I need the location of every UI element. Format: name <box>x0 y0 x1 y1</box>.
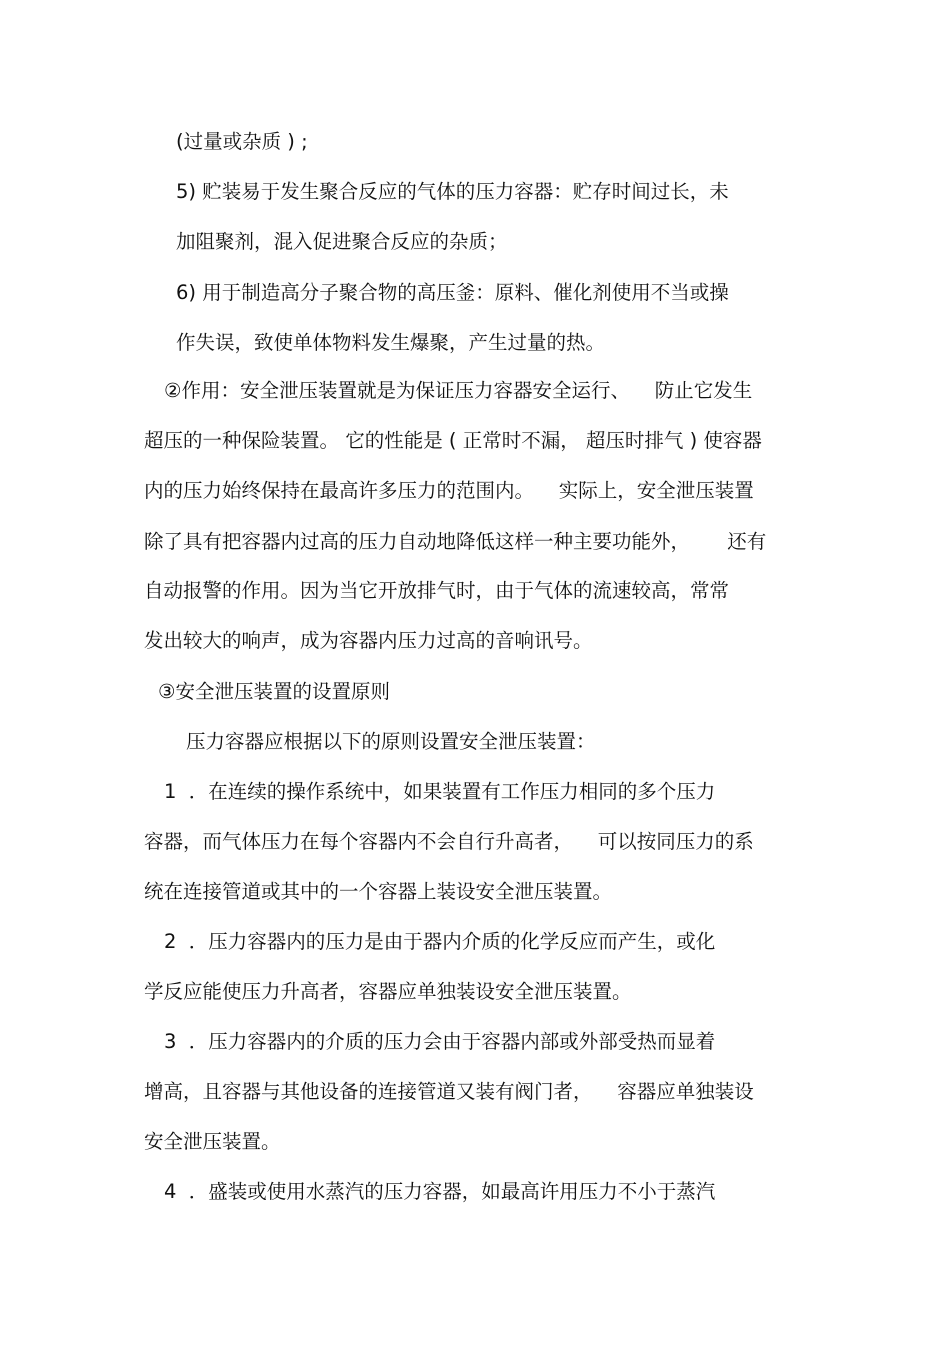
text-line: 作失误，致使单体物料发生爆聚，产生过量的热。 <box>176 331 606 354</box>
list-item: 1 ．在连续的操作系统中，如果装置有工作压力相同的多个压力 <box>164 780 716 803</box>
text-line: 5) 贮装易于发生聚合反应的气体的压力容器：贮存时间过长，未 <box>176 180 729 203</box>
text-line: 除了具有把容器内过高的压力自动地降低这样一种主要功能外， 还有 <box>144 530 767 553</box>
text-line: 增高，且容器与其他设备的连接管道又装有阀门者， 容器应单独装设 <box>144 1080 754 1103</box>
list-item: 4 ．盛装或使用水蒸汽的压力容器，如最高许用压力不小于蒸汽 <box>164 1180 716 1203</box>
text-line: 统在连接管道或其中的一个容器上装设安全泄压装置。 <box>144 880 613 903</box>
text-line: ②作用：安全泄压装置就是为保证压力容器安全运行、 防止它发生 <box>164 379 753 402</box>
text-line: 自动报警的作用。因为当它开放排气时，由于气体的流速较高，常常 <box>144 579 730 602</box>
list-item: 3 ．压力容器内的介质的压力会由于容器内部或外部受热而显着 <box>164 1030 716 1053</box>
text-line: 安全泄压装置。 <box>144 1130 281 1153</box>
text-line: 超压的一种保险装置。 它的性能是 ( 正常时不漏， 超压时排气 ) 使容器 <box>144 429 762 452</box>
text-line: 发出较大的响声，成为容器内压力过高的音响讯号。 <box>144 629 593 652</box>
text-line: 压力容器应根据以下的原则设置安全泄压装置： <box>186 730 596 753</box>
text-line: 加阻聚剂，混入促进聚合反应的杂质； <box>176 230 508 253</box>
text-line: (过量或杂质 ) ; <box>176 130 308 153</box>
text-line: 学反应能使压力升高者，容器应单独装设安全泄压装置。 <box>144 980 632 1003</box>
text-line: 6) 用于制造高分子聚合物的高压釜：原料、催化剂使用不当或操 <box>176 281 729 304</box>
section-heading: ③安全泄压装置的设置原则 <box>158 680 390 703</box>
text-line: 内的压力始终保持在最高许多压力的范围内。 实际上，安全泄压装置 <box>144 479 754 502</box>
text-line: 容器，而气体压力在每个容器内不会自行升高者， 可以按同压力的系 <box>144 830 754 853</box>
list-item: 2 ．压力容器内的压力是由于器内介质的化学反应而产生，或化 <box>164 930 716 953</box>
